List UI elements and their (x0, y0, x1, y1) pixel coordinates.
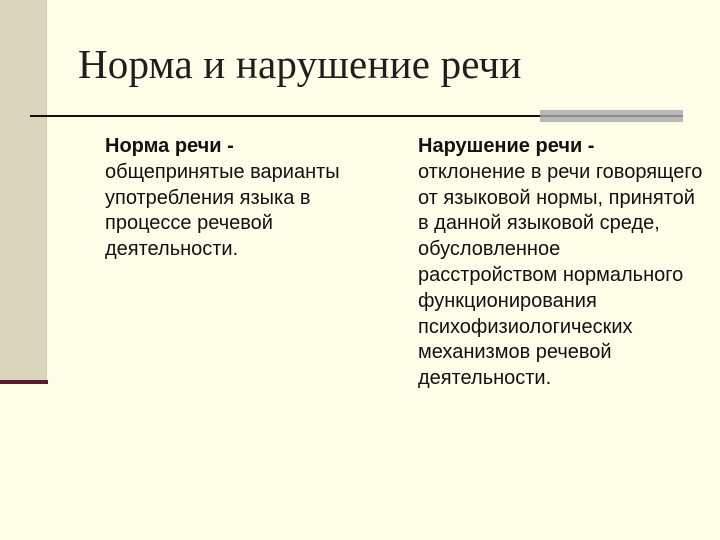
left-column-text (105, 134, 370, 263)
right-term: Нарушение речи (418, 135, 583, 157)
right-column-text (418, 134, 703, 392)
left-separator: - (221, 135, 234, 157)
title-underline-tail (540, 115, 683, 117)
side-accent-rule (0, 380, 48, 384)
right-separator: - (582, 135, 595, 157)
right-definition: отклонение в речи говорящего от языковой нормы, принятой в данной языковой среде, обусловленное расстройством нормального функционирования психофизиологических механизмов речевой деятельности. (418, 160, 703, 390)
left-term: Норма речи (105, 135, 222, 157)
title-underline (30, 115, 540, 117)
slide-title: Норма и нарушение речи (78, 41, 522, 87)
left-definition: общепринятые варианты употребления языка в процессе речевой деятельности. (105, 160, 340, 261)
side-decoration-band (0, 0, 47, 382)
